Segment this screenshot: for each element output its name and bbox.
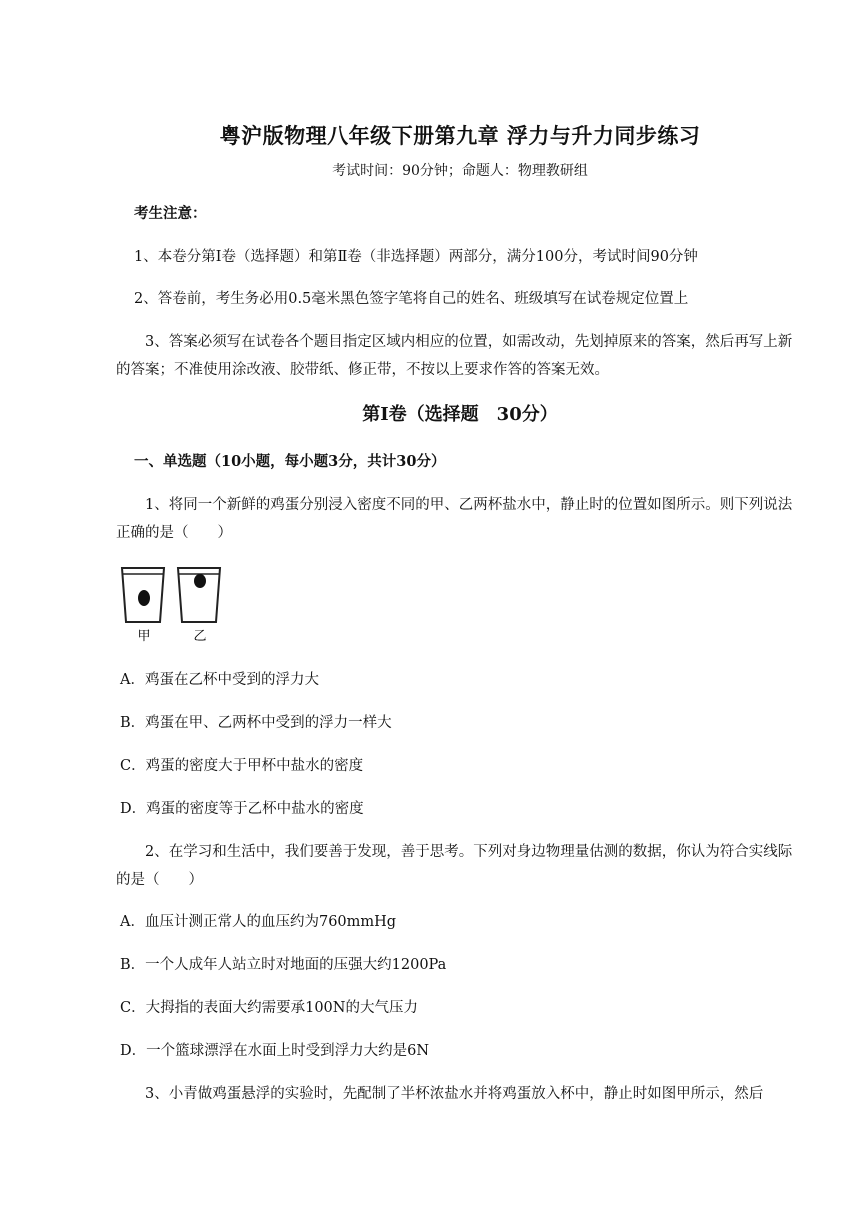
part-heading: 一、单选题（10小题，每小题3分，共计30分） [134,453,446,470]
label-yi: 乙 [193,629,207,644]
notice-item-1: 1、本卷分第Ⅰ卷（选择题）和第Ⅱ卷（非选择题）两部分，满分100分，考试时间90分钟 [134,249,698,265]
question-1-figure [116,560,236,646]
egg-yi [194,574,206,588]
notice-heading: 考生注意： [134,205,207,222]
question-1-option-a: A．鸡蛋在乙杯中受到的浮力大 [120,672,319,688]
question-2-option-a: A．血压计测正常人的血压约为760mmHg [120,914,397,930]
question-2-option-b: B．一个人成年人站立时对地面的压强大约1200Pa [120,957,447,973]
label-jia: 甲 [137,629,151,644]
beaker-figure [116,560,236,646]
question-3-stem: 3、小青做鸡蛋悬浮的实验时，先配制了半杯浓盐水并将鸡蛋放入杯中，静止时如图甲所示，然后 [145,1086,764,1102]
question-2-option-c: C．大拇指的表面大约需要承100N的大气压力 [120,1000,418,1016]
exam-info: 考试时间：90分钟；命题人：物理教研组 [332,163,588,179]
question-2-stem: 2、在学习和生活中，我们要善于发现，善于思考。下列对身边物理量估测的数据，你认为符合实线际的是（ ） [116,844,793,888]
question-1-stem: 1、将同一个新鲜的鸡蛋分别浸入密度不同的甲、乙两杯盐水中，静止时的位置如图所示。则下列说法正确的是（ ） [116,497,793,541]
notice-item-2: 2、答卷前，考生务必用0.5毫米黑色签字笔将自己的姓名、班级填写在试卷规定位置上 [134,291,689,307]
question-1-option-b: B．鸡蛋在甲、乙两杯中受到的浮力一样大 [120,715,392,731]
beaker-yi [178,568,220,622]
question-1-option-c: C．鸡蛋的密度大于甲杯中盐水的密度 [120,758,364,774]
section-title: 第Ⅰ卷（选择题 30分） [362,404,558,425]
beaker-jia [122,568,164,622]
egg-jia [138,590,150,606]
page-title: 粤沪版物理八年级下册第九章 浮力与升力同步练习 [219,123,701,148]
notice-item-3: 3、答案必须写在试卷各个题目指定区域内相应的位置，如需改动，先划掉原来的答案，然后再写上新的答案；不准使用涂改液、胶带纸、修正带，不按以上要求作答的答案无效。 [116,334,793,378]
question-2-option-d: D．一个篮球漂浮在水面上时受到浮力大约是6N [120,1043,430,1059]
question-1-option-d: D．鸡蛋的密度等于乙杯中盐水的密度 [120,801,364,817]
